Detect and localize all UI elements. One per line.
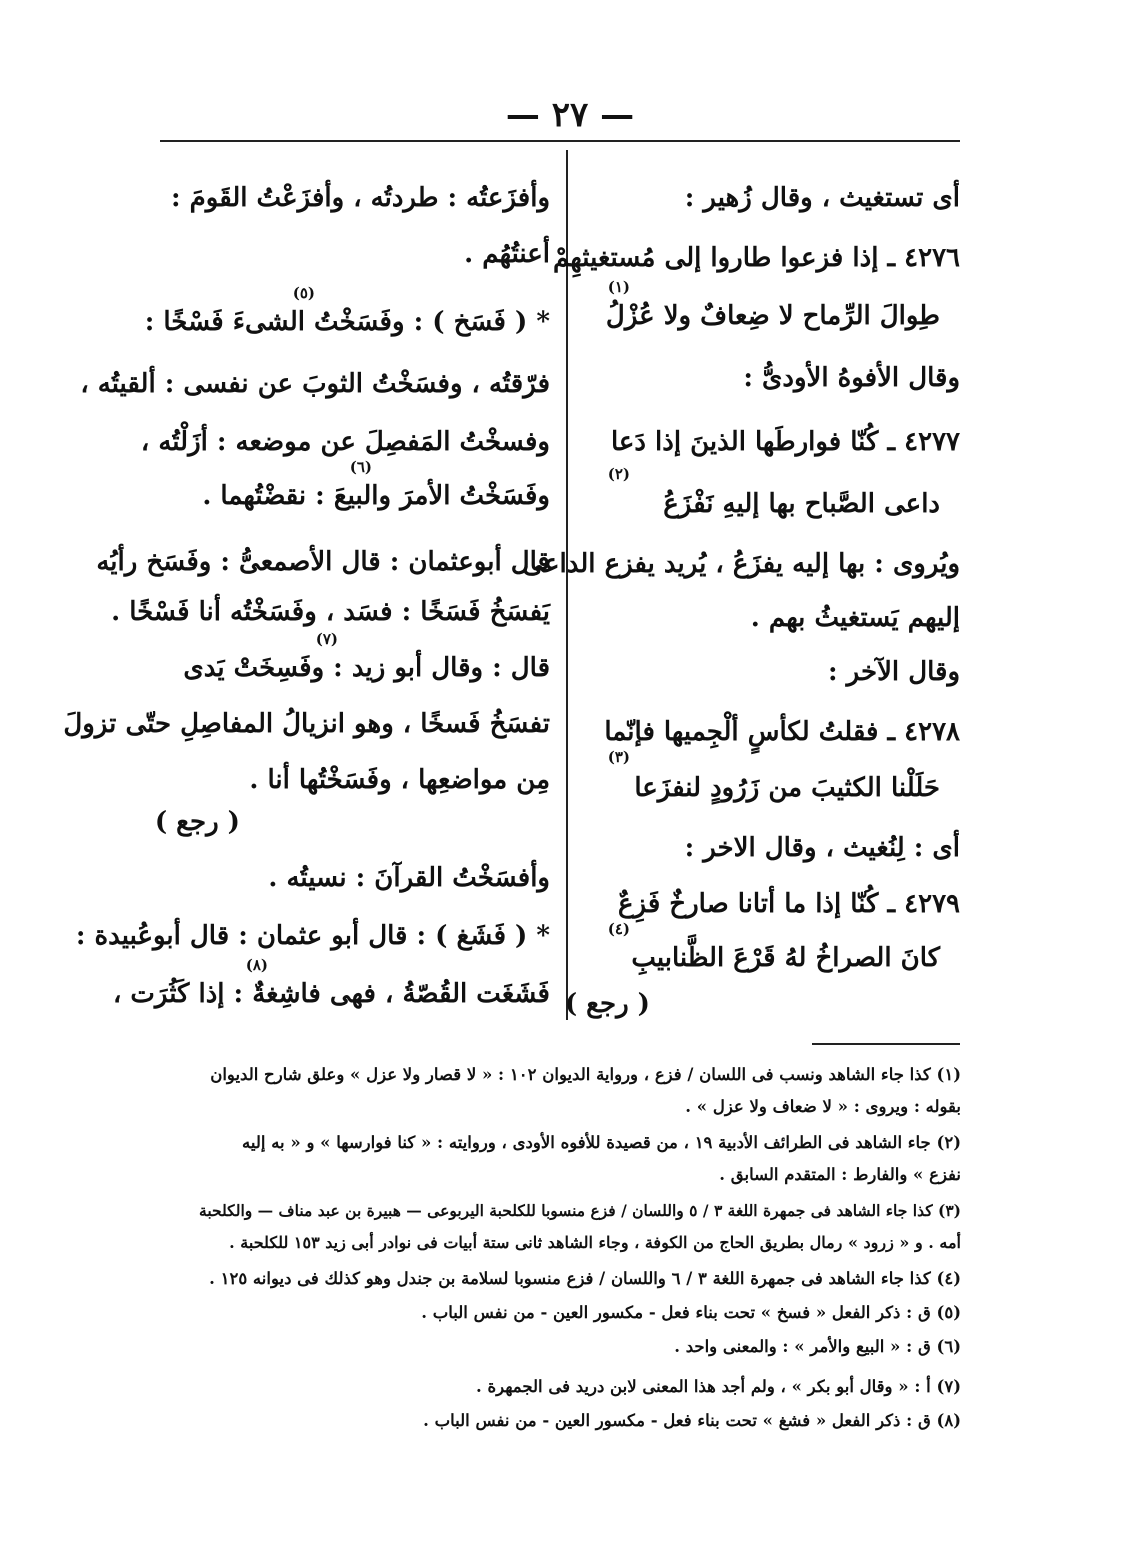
text-line: * ( فَشَغ ) : قال أبو عثمان : قال أبوعُبيدة : — [75, 921, 550, 951]
page-number: — ٢٧ — — [505, 95, 635, 135]
verse-line: حَلَلْنا الكثيبَ من زَرُودٍ لنفزَعا — [634, 773, 940, 803]
text-line: * ( فَسَخ ) : وفَسَخْتُ الشىءَ فَسْخًا : — [144, 307, 550, 337]
footnote-marker: (٦) — [349, 458, 372, 476]
footnote: (٥) ق : ذكر الفعل « فسخ » تحت بناء فعل - مكسور العين - من نفس الباب . — [421, 1303, 961, 1322]
text-line: قال : وقال أبو زيد : وفَسِخَتْ يَدى — [183, 653, 550, 683]
footnote: (٢) جاء الشاهد فى الطرائف الأدبية ١٩ ، من قصيدة للأفوه الأودى ، وروايته : « كنا فوارسها » و « به إليه — [242, 1133, 961, 1152]
text-line: قال أبوعثمان : قال الأصمعىُّ : وفَسَخ رأيُه — [96, 547, 550, 577]
header-rule — [160, 140, 960, 142]
text-line: أى : لِنُغيث ، وقال الاخر : — [684, 833, 960, 863]
verse-line: طِوالَ الرِّماح لا ضِعافٌ ولا عُزْلُ — [605, 301, 940, 331]
footnote: (١) كذا جاء الشاهد ونسب فى اللسان / فزع ، ورواية الديوان ١٠٢ : « لا قصار ولا عزل » وعلق شارح الديوان — [210, 1065, 961, 1084]
return-marker: ( رجع ) — [154, 807, 240, 837]
text-line: مِن مواضعِها ، وفَسَخْتُها أنا . — [249, 765, 550, 795]
text-line: وفسخْتُ المَفصِلَ عن موضعه : أزَلْتُه ، — [140, 427, 550, 457]
footnote-marker: (٨) — [245, 956, 268, 974]
text-line: فَشَغَت القُصّةُ ، فهى فاشِغةٌ : إذا كَثُرَت ، — [112, 979, 550, 1009]
verse-line: ٤٢٧٧ ـ كُنّا فوارطَها الذينَ إذا دَعا — [610, 427, 960, 457]
verse-line: ٤٢٧٦ ـ إذا فزعوا طاروا إلى مُستغيثهِمْ — [552, 243, 960, 273]
footnote: نفزع » والفارط : المتقدم السابق . — [719, 1165, 961, 1184]
column-divider — [566, 150, 568, 1020]
verse-line: كانَ الصراخُ لهُ قَرْعَ الظَّنابيبِ — [631, 943, 940, 973]
footnote-marker: (٢) — [607, 465, 630, 483]
text-line: تفسَخُ فَسخًا ، وهو انزيالُ المفاصِلِ حتّى تزولَ — [63, 709, 550, 739]
text-line: وأفزَعتُه : طردتُه ، وأفزَعْتُ القَومَ : — [171, 183, 550, 213]
text-line: وقال الأفوهُ الأودىُّ : — [743, 363, 960, 393]
footnote: (٤) كذا جاء الشاهد فى جمهرة اللغة ٣ / ٦ واللسان / فزع منسوبا لسلامة بن جندل وهو كذلك فى ديوانه ١٢٥ . — [209, 1269, 961, 1288]
text-line: أى تستغيث ، وقال زُهير : — [684, 183, 960, 213]
return-marker: ( رجع ) — [564, 989, 650, 1019]
text-line: وفَسَخْتُ الأمرَ والبيعَ : نقضْتُهما . — [202, 481, 550, 511]
text-line: إليهم يَستغيثُ بهم . — [750, 603, 960, 633]
verse-line: داعى الصَّباح بها إليهِ نَفْزَعُ — [663, 489, 940, 519]
text-line: ويُروى : بها إليه يفزَعُ ، يُريد يفزع الداعى — [522, 549, 960, 579]
footnote: (٦) ق : « البيع والأمر » : والمعنى واحد . — [674, 1337, 961, 1356]
footnote-marker: (١) — [607, 278, 630, 296]
footnote-marker: (٧) — [315, 630, 338, 648]
text-line: وأفسَخْتُ القرآنَ : نسيتُه . — [268, 863, 550, 893]
footnote-marker: (٣) — [607, 748, 630, 766]
footnote: (٣) كذا جاء الشاهد فى جمهرة اللغة ٣ / ٥ واللسان / فزع منسوبا للكلحبة اليربوعى — هبيرة بن عبد مناف — والكلحبة — [199, 1201, 961, 1220]
text-line: وقال الآخر : — [828, 657, 960, 687]
footnote: بقوله : ويروى : « لا ضعاف ولا عزل » . — [685, 1097, 961, 1116]
text-line: يَفسَخُ فَسَخًا : فسَد ، وفَسَخْتُه أنا فَسْخًا . — [111, 597, 550, 627]
footnote-marker: (٥) — [292, 284, 315, 302]
verse-line: ٤٢٧٨ ـ فقلتُ لكأسٍ ألْجِميها فإنّما — [604, 717, 960, 747]
text-line: أعنتُهُم . — [464, 239, 550, 269]
footnote-marker: (٤) — [607, 920, 630, 938]
footnote-rule — [812, 1043, 960, 1045]
footnote: (٨) ق : ذكر الفعل « فشغ » تحت بناء فعل - مكسور العين - من نفس الباب . — [423, 1411, 961, 1430]
verse-line: ٤٢٧٩ ـ كُنّا إذا ما أتانا صارخٌ فَزِعٌ — [617, 889, 960, 919]
footnote: (٧) أ : « وقال أبو بكر » ، ولم أجد هذا المعنى لابن دريد فى الجمهرة . — [475, 1377, 961, 1396]
footnote: أمه . و « زرود » رمال بطريق الحاج من الكوفة ، وجاء الشاهد ثانى ستة أبيات فى نوادر أبى زيد ١٥٣ للكلحبة . — [229, 1233, 961, 1252]
text-line: فرّقتُه ، وفسَخْتُ الثوبَ عن نفسى : ألقيتُه ، — [80, 369, 550, 399]
